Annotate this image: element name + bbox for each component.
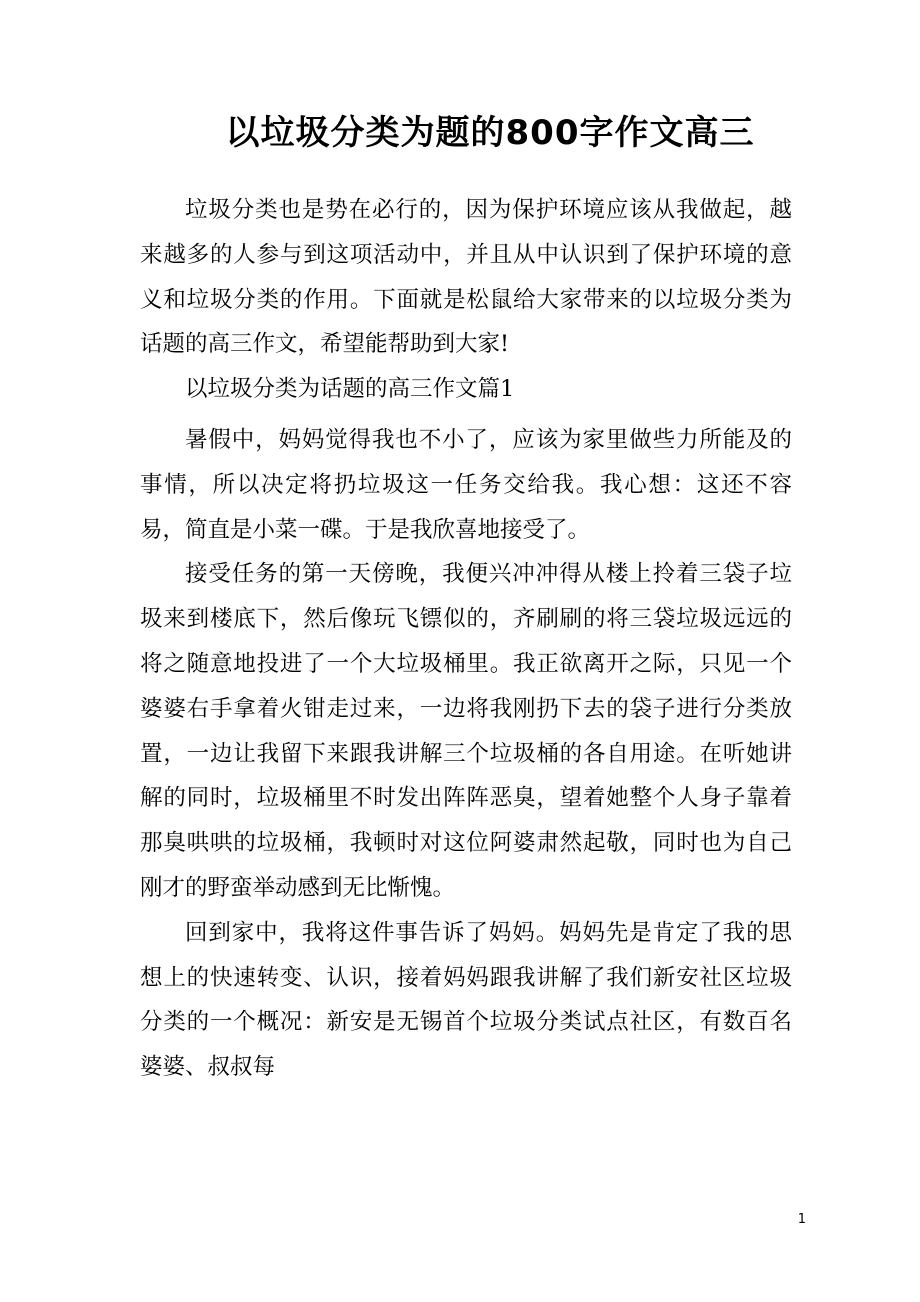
intro-paragraph: 垃圾分类也是势在必行的，因为保护环境应该从我做起，越来越多的人参与到这项活动中，并且从中认识到了保护环境的意义和垃圾分类的作用。下面就是松鼠给大家带来的以垃圾分类为话题的高三作文，希望能帮助到大家! — [140, 197, 792, 358]
body-paragraph: 接受任务的第一天傍晚，我便兴冲冲得从楼上拎着三袋子垃圾来到楼底下，然后像玩飞镖似的，齐刷刷的将三袋垃圾远远的将之随意地投进了一个大垃圾桶里。我正欲离开之际，只见一个婆婆右手拿着火钳走过来，一边将我刚扔下去的袋子进行分类放置，一边让我留下来跟我讲解三个垃圾桶的各自用途。在听她讲解的同时，垃圾桶里不时发出阵阵恶臭，望着她整个人身子靠着那臭哄哄的垃圾桶，我顿时对这位阿婆肃然起敬，同时也为自己刚才的野蛮举动感到无比惭愧。 — [140, 561, 792, 901]
document-title: 以垃圾分类为题的800字作文高三 — [225, 113, 755, 153]
page-number: 1 — [797, 1212, 806, 1227]
body-paragraph: 回到家中，我将这件事告诉了妈妈。妈妈先是肯定了我的思想上的快速转变、认识，接着妈妈跟我讲解了我们新安社区垃圾分类的一个概况：新安是无锡首个垃圾分类试点社区，有数百名婆婆、叔叔每 — [140, 919, 792, 1081]
document-body — [140, 188, 792, 1090]
body-paragraph: 暑假中，妈妈觉得我也不小了，应该为家里做些力所能及的事情，所以决定将扔垃圾这一任务交给我。我心想：这还不容易，简直是小菜一碟。于是我欣喜地接受了。 — [140, 426, 792, 543]
essay-heading: 以垃圾分类为话题的高三作文篇1 — [185, 376, 515, 403]
